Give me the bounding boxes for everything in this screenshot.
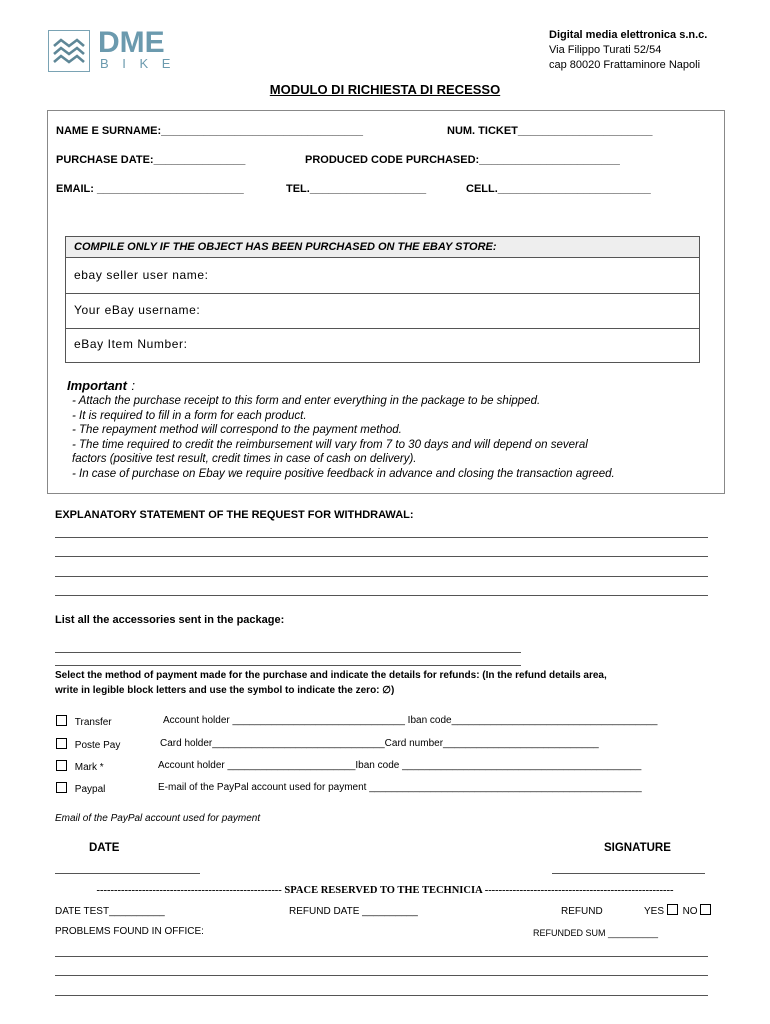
statement-line[interactable] (55, 537, 708, 538)
date-label: DATE (89, 842, 120, 854)
payment-option-paypal[interactable] (56, 782, 105, 795)
payment-option-postepay[interactable] (56, 738, 120, 751)
statement-line[interactable] (55, 576, 708, 577)
accessories-line[interactable] (55, 665, 521, 666)
ebay-row-label: ebay seller user name: (74, 268, 209, 282)
company-name: Digital media elettronica s.n.c. (549, 29, 708, 41)
checkbox[interactable] (56, 738, 67, 749)
date-test-field[interactable]: DATE TEST__________ (55, 906, 165, 917)
ebay-row-seller[interactable] (66, 258, 699, 294)
problems-label: PROBLEMS FOUND IN OFFICE: (55, 926, 204, 937)
payment-instructions (55, 668, 607, 698)
refunded-sum-field[interactable]: REFUNDED SUM __________ (533, 928, 659, 938)
produced-code-field[interactable]: PRODUCED CODE PURCHASED:_______________________ (305, 154, 620, 166)
important-line: - It is required to fill in a form for each product. (72, 409, 307, 422)
refund-choice[interactable] (644, 904, 711, 917)
statement-line[interactable] (55, 556, 708, 557)
no-checkbox[interactable] (700, 904, 711, 915)
technician-banner: ----------------------------------------------------- SPACE RESERVED TO THE TECHNICIA ------------------------------------------------------ (96, 885, 674, 896)
ebay-row-username[interactable] (66, 294, 699, 329)
important-title: Important (67, 378, 127, 393)
important-lines (72, 394, 615, 481)
payment-option-label: Mark * (74, 762, 104, 773)
payment-instructions-line: Select the method of payment made for the purchase and indicate the details for refunds: (In the refund details area, (55, 670, 607, 681)
email-field[interactable]: EMAIL: ________________________ (56, 183, 244, 195)
company-street: Via Filippo Turati 52/54 (549, 44, 662, 56)
payment-detail[interactable]: Card holder_______________________________Card number____________________________ (160, 738, 599, 749)
yes-label: YES (644, 906, 665, 917)
ebay-box (65, 236, 700, 363)
accessories-label: List all the accessories sent in the package: (55, 614, 285, 626)
payment-option-label: Paypal (74, 784, 106, 795)
payment-detail[interactable]: Account holder _______________________________ Iban code_____________________________________ (163, 715, 658, 726)
signature-line[interactable] (552, 873, 705, 874)
name-field[interactable]: NAME E SURNAME:_________________________________ (56, 125, 363, 137)
ticket-field[interactable]: NUM. TICKET______________________ (447, 125, 653, 137)
tel-field[interactable]: TEL.___________________ (286, 183, 427, 195)
form-title: MODULO DI RICHIESTA DI RECESSO (269, 82, 501, 97)
payment-option-mark[interactable] (56, 760, 104, 773)
important-line: - The repayment method will correspond to the payment method. (72, 424, 402, 436)
payment-detail[interactable]: E-mail of the PayPal account used for payment _________________________________________________ (158, 782, 642, 793)
important-colon: : (131, 378, 136, 393)
important-line: factors (positive test result, credit times in case of cash on delivery). (72, 453, 417, 465)
logo-sub: B I K E (100, 56, 176, 71)
important-block (67, 377, 135, 395)
no-label: NO (682, 906, 698, 917)
refund-date-field[interactable]: REFUND DATE __________ (289, 906, 418, 917)
payment-option-label: Poste Pay (74, 740, 121, 751)
cell-field[interactable]: CELL._________________________ (466, 183, 651, 195)
date-line[interactable] (55, 873, 200, 874)
ebay-row-item[interactable] (66, 329, 699, 362)
ebay-row-label: eBay Item Number: (74, 337, 188, 351)
payment-option-transfer[interactable] (56, 715, 112, 728)
ebay-header-text: COMPILE ONLY IF THE OBJECT HAS BEEN PURCHASED ON THE EBAY STORE: (74, 241, 497, 253)
company-info (549, 28, 707, 73)
signature-label: SIGNATURE (604, 842, 671, 854)
ebay-row-label: Your eBay username: (74, 303, 201, 317)
company-city: cap 80020 Frattaminore Napoli (549, 59, 701, 71)
payment-detail[interactable]: Account holder _______________________Iban code ___________________________________________ (158, 760, 642, 771)
important-line: - The time required to credit the reimbursement will vary from 7 to 30 days and will depend on several (72, 438, 588, 451)
payment-instructions-line: write in legible block letters and use the symbol to indicate the zero: ∅) (55, 685, 395, 696)
refund-label: REFUND (561, 906, 603, 917)
statement-label: EXPLANATORY STATEMENT OF THE REQUEST FOR WITHDRAWAL: (55, 509, 414, 521)
ebay-header (66, 237, 699, 258)
problems-line[interactable] (55, 975, 708, 976)
payment-option-label: Transfer (74, 717, 112, 728)
paypal-note: Email of the PayPal account used for payment (55, 813, 261, 824)
purchase-date-field[interactable]: PURCHASE DATE:_______________ (56, 154, 246, 166)
problems-line[interactable] (55, 956, 708, 957)
accessories-line[interactable] (55, 652, 521, 653)
statement-line[interactable] (55, 595, 708, 596)
important-line: - Attach the purchase receipt to this form and enter everything in the package to be shipped. (72, 395, 541, 407)
checkbox[interactable] (56, 782, 67, 793)
logo-mark: DME (98, 26, 165, 59)
logo (48, 26, 178, 72)
problems-line[interactable] (55, 995, 708, 996)
waves-logo-icon (48, 30, 90, 72)
checkbox[interactable] (56, 715, 67, 726)
checkbox[interactable] (56, 760, 67, 771)
important-line: - In case of purchase on Ebay we require positive feedback in advance and closing the transaction agreed. (72, 467, 615, 480)
yes-checkbox[interactable] (667, 904, 678, 915)
